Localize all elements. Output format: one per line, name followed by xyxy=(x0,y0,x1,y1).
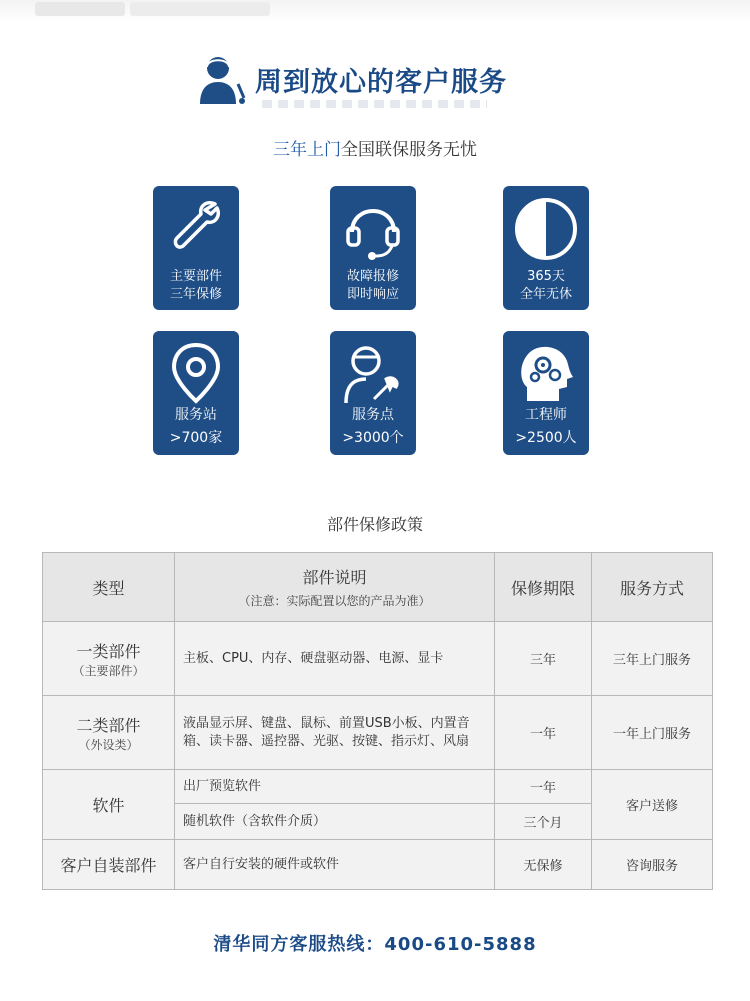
location-pin-icon xyxy=(163,341,229,407)
tile-line2: >700家 xyxy=(169,430,223,446)
table-row xyxy=(43,696,713,770)
cell-type xyxy=(43,622,175,696)
type-label: 软件 xyxy=(92,796,125,815)
cell-service: 三年上门服务 xyxy=(592,622,713,696)
cell-desc: 随机软件（含软件介质） xyxy=(175,804,495,840)
half-circle-icon xyxy=(513,196,579,262)
tile-stations xyxy=(153,331,239,455)
tile-service-points xyxy=(330,331,416,455)
cell-period: 三年 xyxy=(495,622,592,696)
banner-fragment xyxy=(130,2,270,16)
cell-service: 一年上门服务 xyxy=(592,696,713,770)
service-subtitle xyxy=(0,135,750,160)
table-row xyxy=(43,840,713,890)
tile-line1: 主要部件 xyxy=(169,269,222,284)
headset-icon xyxy=(340,196,406,262)
tile-line1: 服务点 xyxy=(352,407,394,423)
type-sublabel: （外设类） xyxy=(78,737,139,752)
tile-line2: 三年保修 xyxy=(169,287,222,302)
cell-service: 客户送修 xyxy=(592,770,713,840)
cell-desc: 主板、CPU、内存、硬盘驱动器、电源、显卡 xyxy=(175,622,495,696)
type-label: 客户自装部件 xyxy=(60,856,157,875)
tile-line1: 365天 xyxy=(527,269,565,284)
type-sublabel: （主要部件） xyxy=(72,663,145,678)
header-period: 保修期限 xyxy=(495,553,592,622)
subtitle-highlight: 三年上门 xyxy=(273,140,341,160)
top-banner-strip xyxy=(0,0,750,22)
cell-period: 三个月 xyxy=(495,804,592,840)
tile-line2: 全年无休 xyxy=(519,287,572,302)
hero-title: 周到放心的客户服务 xyxy=(255,67,507,98)
header-desc-note: （注意：实际配置以您的产品为准） xyxy=(238,594,431,608)
hero-section xyxy=(0,48,750,112)
cell-period: 无保修 xyxy=(495,840,592,890)
table-row xyxy=(43,622,713,696)
cell-type xyxy=(43,770,175,840)
header-service: 服务方式 xyxy=(592,553,713,622)
cell-service: 咨询服务 xyxy=(592,840,713,890)
tile-repair xyxy=(330,186,416,310)
tile-warranty xyxy=(153,186,239,310)
header-desc xyxy=(175,553,495,622)
table-row xyxy=(43,770,713,804)
policy-title: 部件保修政策 xyxy=(326,515,423,534)
type-label: 一类部件 xyxy=(76,641,141,661)
cell-desc: 出厂预览软件 xyxy=(175,770,495,804)
customer-service-icon xyxy=(198,54,248,106)
brain-gears-icon xyxy=(513,341,579,407)
tile-line1: 工程师 xyxy=(525,407,567,423)
cell-desc: 客户自行安装的硬件或软件 xyxy=(175,840,495,890)
tile-line1: 故障报修 xyxy=(346,269,399,284)
header-type: 类型 xyxy=(43,553,175,622)
hero-subtext-faded xyxy=(262,100,487,108)
subtitle-rest: 全国联保服务无忧 xyxy=(341,140,477,160)
cell-period: 一年 xyxy=(495,770,592,804)
tile-line2: >2500人 xyxy=(515,430,577,446)
tile-365 xyxy=(503,186,589,310)
wrench-icon xyxy=(163,196,229,262)
cell-type xyxy=(43,840,175,890)
tile-engineers xyxy=(503,331,589,455)
tile-line1: 服务站 xyxy=(175,407,217,423)
tile-line2: 即时响应 xyxy=(346,287,399,302)
service-hotline: 清华同方客服热线：400-610-5888 xyxy=(213,934,537,955)
warranty-policy-table xyxy=(42,552,713,890)
banner-fragment xyxy=(35,2,125,16)
cell-type xyxy=(43,696,175,770)
tile-line2: >3000个 xyxy=(342,430,404,446)
table-header-row xyxy=(43,553,713,622)
cell-period: 一年 xyxy=(495,696,592,770)
header-desc-label: 部件说明 xyxy=(302,568,367,587)
cell-desc: 液晶显示屏、键盘、鼠标、前置USB小板、内置音箱、读卡器、遥控器、光驱、按键、指示灯、风扇 xyxy=(175,696,495,770)
type-label: 二类部件 xyxy=(76,715,141,735)
technician-icon xyxy=(340,341,406,407)
